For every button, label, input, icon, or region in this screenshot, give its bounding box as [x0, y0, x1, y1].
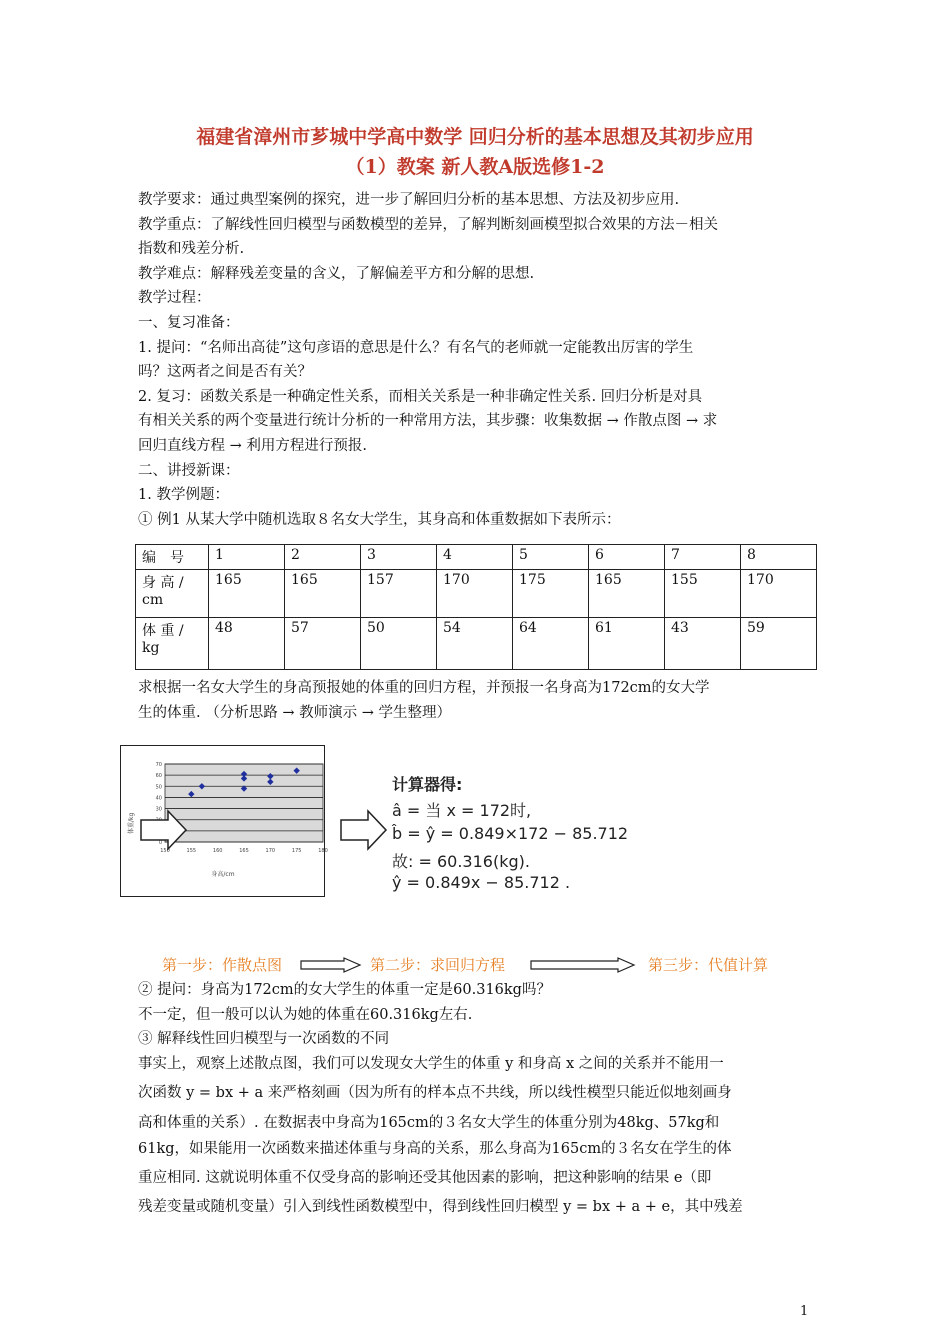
table-cell: 155	[665, 570, 741, 618]
text-line: 2. 复习：函数关系是一种确定性关系，而相关关系是一种非确定性关系. 回归分析是对具	[138, 388, 703, 405]
calculator-heading: 计算器得:	[392, 775, 463, 794]
table-cell: 3	[361, 545, 437, 570]
text-line: 1. 教学例题：	[138, 487, 229, 504]
table-header-cell: 身 高 / cm	[136, 570, 209, 618]
calculator-row: 故: = 60.316(kg).	[392, 852, 530, 871]
x-tick-label: 155	[186, 848, 197, 854]
text-line: 回归直线方程 → 利用方程进行预报.	[138, 438, 367, 454]
text-line: 不一定，但一般可以认为她的体重在60.316kg左右.	[138, 1006, 473, 1023]
document-title-line-2: （1）教案 新人教A版选修1-2	[345, 156, 605, 178]
text-line: 教学过程：	[138, 290, 211, 307]
text-line: ① 例1 从某大学中随机选取８名女大学生，其身高和体重数据如下表所示：	[138, 511, 621, 528]
text-line: 教学重点：了解线性回归模型与函数模型的差异，了解判断刻画模型拟合效果的方法－相关	[138, 216, 718, 233]
text-line: 残差变量或随机变量）引入到线性函数模型中，得到线性回归模型 y = bx + a + e，其中残差	[138, 1199, 743, 1215]
hollow-arrow-icon	[340, 810, 388, 850]
table-cell: 170	[741, 570, 817, 618]
table-cell: 4	[437, 545, 513, 570]
y-tick-label: 30	[155, 806, 162, 813]
y-tick-label: 40	[155, 795, 162, 802]
hollow-arrow-icon	[140, 810, 188, 850]
table-cell: 165	[285, 570, 361, 618]
arrow-right-icon	[300, 957, 362, 973]
table-row-id	[136, 545, 817, 570]
table-cell: 175	[513, 570, 589, 618]
text-line: 求根据一名女大学生的身高预报她的体重的回归方程，并预报一名身高为172cm的女大学	[138, 680, 710, 696]
text-line: 高和体重的关系）. 在数据表中身高为165cm的３名女大学生的体重分别为48kg、57kg和	[138, 1114, 720, 1131]
text-line: 吗？这两者之间是否有关？	[138, 364, 312, 381]
text-line: 61kg，如果能用一次函数来描述体重与身高的关系，那么身高为165cm的３名女在学生的体	[138, 1141, 732, 1157]
table-row-height	[136, 570, 817, 618]
step-3-label: 第三步：代值计算	[648, 956, 769, 974]
y-tick-label: 0	[158, 840, 162, 846]
arrow-right-icon	[530, 957, 636, 973]
calculator-row: â = 当 x = 172时,	[392, 801, 532, 820]
calculator-row: ŷ = 0.849x − 85.712 .	[392, 873, 571, 892]
table-cell: 50	[361, 618, 437, 670]
text-line: 有相关关系的两个变量进行统计分析的一种常用方法，其步骤：收集数据 → 作散点图 → 求	[138, 413, 718, 430]
calculator-result	[392, 772, 652, 892]
y-tick-label: 50	[155, 784, 162, 791]
x-tick-label: 170	[265, 848, 276, 854]
table-cell: 59	[741, 618, 817, 670]
table-cell: 157	[361, 570, 437, 618]
table-header-cell: 体 重 / kg	[136, 618, 209, 670]
text-line: ③ 解释线性回归模型与一次函数的不同	[138, 1031, 390, 1047]
calculator-row: b̂ = ŷ = 0.849×172 − 85.712	[392, 824, 629, 843]
table-cell: 64	[513, 618, 589, 670]
x-tick-label: 150	[160, 848, 170, 854]
step-2-label: 第二步：求回归方程	[370, 956, 506, 974]
table-cell: 2	[285, 545, 361, 570]
table-cell: 1	[209, 545, 285, 570]
text-line: 教学难点：解释残差变量的含义，了解偏差平方和分解的思想.	[138, 265, 535, 282]
text-line: 一、复习准备：	[138, 315, 240, 331]
table-row-weight	[136, 618, 817, 670]
table-cell: 54	[437, 618, 513, 670]
text-line: 事实上，观察上述散点图，我们可以发现女大学生的体重 y 和身高 x 之间的关系并不能用一	[138, 1055, 724, 1072]
text-line: 次函数 y = bx + a 来严格刻画（因为所有的样本点不共线，所以线性模型只能近似地刻画身	[138, 1085, 732, 1101]
table-cell: 8	[741, 545, 817, 570]
table-cell: 165	[589, 570, 665, 618]
table-cell: 57	[285, 618, 361, 670]
text-line: 生的体重. （分析思路 → 教师演示 → 学生整理）	[138, 705, 451, 721]
table-cell: 43	[665, 618, 741, 670]
table-cell: 48	[209, 618, 285, 670]
table-cell: 170	[437, 570, 513, 618]
y-tick-label: 60	[155, 773, 162, 780]
text-line: 1. 提问：“名师出高徒”这句彦语的意思是什么？有名气的老师就一定能教出厉害的学生	[138, 339, 694, 356]
text-line: ② 提问：身高为172cm的女大学生的体重一定是60.316kg吗？	[138, 982, 551, 998]
table-cell: 7	[665, 545, 741, 570]
text-line: 重应相同. 这就说明体重不仅受身高的影响还受其他因素的影响，把这种影响的结果 e（即	[138, 1169, 712, 1186]
text-line: 指数和残差分析.	[138, 241, 245, 258]
x-tick-label: 160	[212, 848, 223, 854]
x-tick-label: 180	[318, 848, 328, 854]
data-table	[135, 544, 817, 670]
x-tick-label: 165	[239, 848, 249, 854]
x-tick-label: 175	[291, 848, 302, 854]
page-number: 1	[800, 1304, 809, 1319]
table-header-cell: 编 号	[136, 545, 209, 570]
table-cell: 165	[209, 570, 285, 618]
table-cell: 61	[589, 618, 665, 670]
text-line: 二、讲授新课：	[138, 462, 240, 479]
text-line: 教学要求：通过典型案例的探究，进一步了解回归分析的基本思想、方法及初步应用.	[138, 192, 680, 208]
scatter-ylabel: 体重/kg	[128, 812, 135, 834]
step-1-label: 第一步：作散点图	[162, 956, 283, 974]
table-cell: 6	[589, 545, 665, 570]
y-tick-label: 70	[155, 762, 162, 768]
document-title-line-1: 福建省漳州市芗城中学高中数学 回归分析的基本思想及其初步应用	[196, 126, 754, 148]
scatter-xlabel: 身高/cm	[211, 871, 235, 878]
table-cell: 5	[513, 545, 589, 570]
